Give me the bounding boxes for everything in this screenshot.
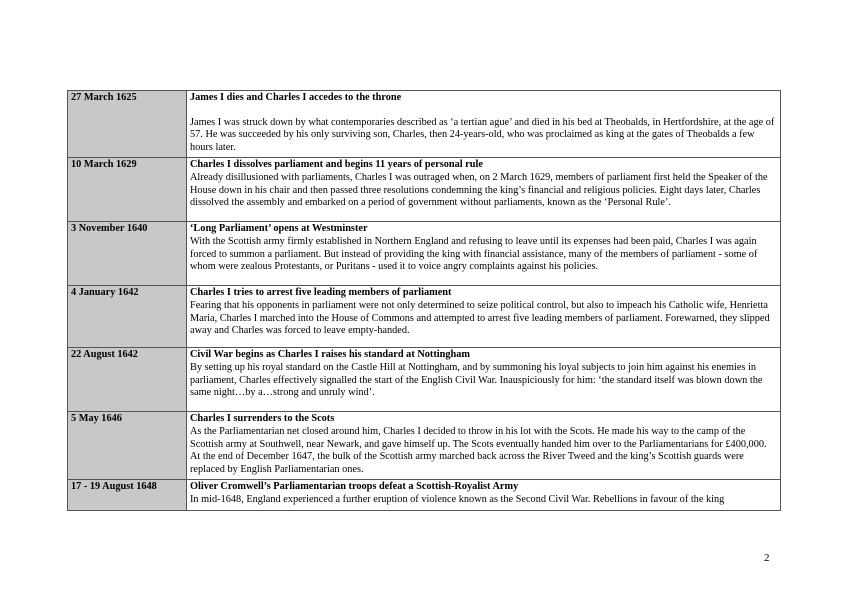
event-description: By setting up his royal standard on the Castle Hill at Nottingham, and by summoning his loyal subjects to join him against his enemies in parliament, Charles effectively signalled the start of the English Civil War. Inauspiciously for him: ‘the standard itself was blown down the same night…by a…strong and unruly wind’. [190, 361, 763, 399]
date-cell: 17 - 19 August 1648 [68, 480, 187, 510]
event-description: Fearing that his opponents in parliament were not only determined to seize political control, but also to impeach his Catholic wife, Henrietta Maria, Charles I marched into the House of Commons and attempted to arrest five leading members of parliament. Forewarned, they slipped away and Charles was forced to leave empty-handed. [190, 299, 770, 337]
event-title: ‘Long Parliament’ opens at Westminster [190, 223, 368, 235]
date-cell: 4 January 1642 [68, 286, 187, 348]
event-title: James I dies and Charles I accedes to the throne [190, 92, 402, 103]
spacer [190, 105, 777, 117]
event-title: Oliver Cromwell’s Parliamentarian troops defeat a Scottish-Royalist Army [190, 481, 519, 493]
event-cell [187, 348, 781, 412]
table-row [68, 348, 781, 412]
event-description: With the Scottish army firmly established in Northern England and refusing to leave until its expenses had been paid, Charles I was again forced to summon a parliament. But instead of providing the king with financial assistance, many of the members of parliament - some of whom were zealous Protestants, or Puritans - used it to voice angry complaints against his policies. [190, 235, 758, 273]
event-cell [187, 222, 781, 286]
timeline-table [67, 90, 781, 511]
date-cell: 27 March 1625 [68, 91, 187, 158]
event-title: Charles I surrenders to the Scots [190, 413, 335, 425]
table-row [68, 412, 781, 480]
date-cell: 3 November 1640 [68, 222, 187, 286]
table-row [68, 91, 781, 158]
table-row [68, 286, 781, 348]
event-title: Charles I tries to arrest five leading members of parliament [190, 287, 452, 299]
event-cell [187, 412, 781, 480]
event-title: Civil War begins as Charles I raises his standard at Nottingham [190, 349, 470, 361]
date-cell: 22 August 1642 [68, 348, 187, 412]
event-cell [187, 158, 781, 222]
page-number: 2 [764, 552, 770, 564]
event-title: Charles I dissolves parliament and begins 11 years of personal rule [190, 159, 483, 171]
event-description: As the Parliamentarian net closed around him, Charles I decided to throw in his lot with the Scots. He made his way to the camp of the Scottish army at Southwell, near Newark, and gave himself up. The Scots eventually handed him over to the Parliamentarians for £400,000. At the end of December 1647, the bulk of the Scottish army marched back across the River Tweed and the king’s Scottish guards were replaced by English Parliamentarian ones. [190, 425, 767, 475]
event-cell [187, 480, 781, 510]
date-cell: 10 March 1629 [68, 158, 187, 222]
table-row [68, 480, 781, 510]
event-cell [187, 91, 781, 158]
table-row [68, 222, 781, 286]
event-description: Already disillusioned with parliaments, Charles I was outraged when, on 2 March 1629, members of parliament first held the Speaker of the House down in his chair and then passed three resolutions condemning the king’s financial and religious policies. Eight days later, Charles dissolved the assembly and embarked on a period of government without parliaments, known as the ‘Personal Rule’. [190, 171, 768, 209]
event-cell [187, 286, 781, 348]
date-cell: 5 May 1646 [68, 412, 187, 480]
event-description: In mid-1648, England experienced a further eruption of violence known as the Second Civil War. Rebellions in favour of the king [190, 493, 725, 505]
table-row [68, 158, 781, 222]
event-description: James I was struck down by what contemporaries described as ‘a tertian ague’ and died in his bed at Theobalds, in Hertfordshire, at the age of 57. He was succeeded by his only surviving son, Charles, then 24-years-old, who was proclaimed as king at the gates of Theobalds a few hours later. [190, 116, 775, 153]
